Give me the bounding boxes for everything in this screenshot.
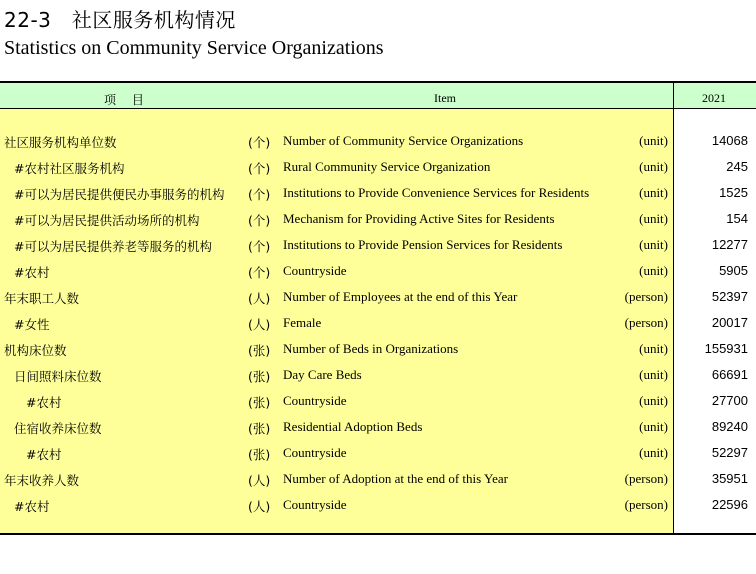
item-cn: 年末职工人数 — [4, 291, 80, 306]
value-2021: 5905 — [719, 263, 748, 278]
value-2021: 155931 — [704, 341, 748, 356]
item-cn: #女性 — [14, 317, 50, 332]
item-en: Mechanism for Providing Active Sites for Residents — [283, 211, 555, 226]
table-row — [0, 133, 756, 159]
value-2021: 89240 — [711, 419, 748, 434]
table-row — [0, 159, 756, 185]
value-2021: 66691 — [711, 367, 748, 382]
item-cn: #农村 — [26, 447, 62, 462]
item-cn: #可以为居民提供便民办事服务的机构 — [14, 187, 225, 202]
unit-cn: (张) — [248, 447, 271, 462]
table-row — [0, 185, 756, 211]
table-row — [0, 497, 756, 523]
item-en: Institutions to Provide Pension Services for Residents — [283, 237, 563, 252]
unit-cn: (人) — [248, 499, 271, 514]
table-row — [0, 341, 756, 367]
table-row — [0, 471, 756, 497]
unit-en: (unit) — [639, 211, 668, 226]
table-row — [0, 445, 756, 471]
item-cn: #农村 — [26, 395, 62, 410]
table-row — [0, 289, 756, 315]
item-cn: 社区服务机构单位数 — [4, 135, 117, 150]
unit-cn: (人) — [248, 291, 271, 306]
unit-cn: (个) — [248, 213, 271, 228]
table-row — [0, 211, 756, 237]
value-2021: 52397 — [711, 289, 748, 304]
item-en: Number of Adoption at the end of this Year — [283, 471, 508, 486]
value-2021: 27700 — [711, 393, 748, 408]
header-item-en: Item — [434, 91, 456, 105]
unit-en: (unit) — [639, 159, 668, 174]
unit-en: (unit) — [639, 341, 668, 356]
unit-en: (unit) — [639, 393, 668, 408]
unit-cn: (张) — [248, 421, 271, 436]
header-year: 2021 — [702, 91, 726, 105]
value-2021: 20017 — [711, 315, 748, 330]
unit-en: (unit) — [639, 367, 668, 382]
unit-cn: (个) — [248, 239, 271, 254]
header-item-cn: 项 目 — [104, 93, 150, 107]
unit-en: (person) — [624, 315, 668, 330]
unit-cn: (个) — [248, 187, 271, 202]
table-row — [0, 393, 756, 419]
unit-en: (unit) — [639, 133, 668, 148]
table-row — [0, 315, 756, 341]
item-en: Countryside — [283, 263, 347, 278]
unit-cn: (人) — [248, 317, 271, 332]
item-cn: #可以为居民提供养老等服务的机构 — [14, 239, 212, 254]
item-en: Rural Community Service Organization — [283, 159, 491, 174]
unit-en: (unit) — [639, 419, 668, 434]
unit-cn: (个) — [248, 265, 271, 280]
unit-cn: (张) — [248, 395, 271, 410]
value-2021: 154 — [726, 211, 748, 226]
item-cn: #农村 — [14, 499, 50, 514]
value-2021: 14068 — [711, 133, 748, 148]
unit-cn: (张) — [248, 343, 271, 358]
unit-en: (unit) — [639, 237, 668, 252]
page-title-en: Statistics on Community Service Organizations — [4, 37, 384, 59]
value-2021: 52297 — [711, 445, 748, 460]
item-en: Number of Community Service Organizations — [283, 133, 524, 148]
item-en: Female — [283, 315, 322, 330]
item-en: Residential Adoption Beds — [283, 419, 423, 434]
unit-cn: (张) — [248, 369, 271, 384]
item-en: Countryside — [283, 497, 347, 512]
unit-cn: (人) — [248, 473, 271, 488]
table-row — [0, 237, 756, 263]
item-en: Number of Beds in Organizations — [283, 341, 459, 356]
unit-cn: (个) — [248, 135, 271, 150]
table-row — [0, 419, 756, 445]
statistics-table — [0, 81, 756, 535]
value-2021: 12277 — [711, 237, 748, 252]
value-2021: 35951 — [711, 471, 748, 486]
unit-en: (unit) — [639, 263, 668, 278]
unit-cn: (个) — [248, 161, 271, 176]
item-cn: #农村社区服务机构 — [14, 161, 125, 176]
value-2021: 245 — [726, 159, 748, 174]
page-title-cn: 22-3 社区服务机构情况 — [4, 8, 236, 32]
item-cn: 年末收养人数 — [4, 473, 80, 488]
item-cn: #可以为居民提供活动场所的机构 — [14, 213, 200, 228]
item-en: Number of Employees at the end of this Year — [283, 289, 518, 304]
unit-en: (person) — [624, 471, 668, 486]
unit-en: (person) — [624, 289, 668, 304]
item-cn: #农村 — [14, 265, 50, 280]
item-en: Countryside — [283, 445, 347, 460]
item-en: Countryside — [283, 393, 347, 408]
item-en: Day Care Beds — [283, 367, 362, 382]
item-en: Institutions to Provide Convenience Services for Residents — [283, 185, 590, 200]
table-row — [0, 367, 756, 393]
item-cn: 日间照料床位数 — [14, 369, 102, 384]
unit-en: (person) — [624, 497, 668, 512]
table-bottom-rule — [0, 533, 756, 535]
table-header — [0, 81, 756, 109]
value-2021: 22596 — [711, 497, 748, 512]
item-cn: 住宿收养床位数 — [14, 421, 102, 436]
value-2021: 1525 — [719, 185, 748, 200]
unit-en: (unit) — [639, 445, 668, 460]
table-row — [0, 263, 756, 289]
item-cn: 机构床位数 — [4, 343, 67, 358]
unit-en: (unit) — [639, 185, 668, 200]
